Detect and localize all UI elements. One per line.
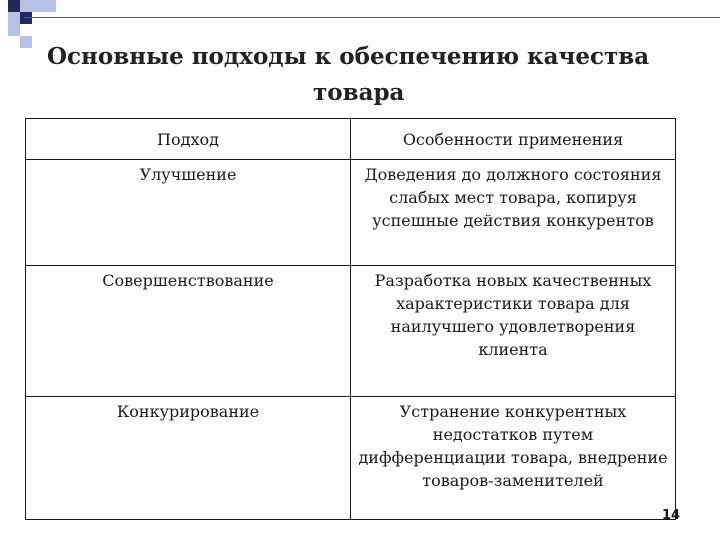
- features-cell: Устранение конкурентных недостатков путем дифференциации товара, внедрение товаров-заменителей: [351, 397, 676, 520]
- square-decoration: [8, 12, 20, 24]
- features-cell: Доведения до должного состояния слабых мест товара, копируя успешные действия конкурентов: [351, 160, 676, 266]
- page-number: 14: [662, 508, 681, 523]
- title-line-2: товара: [313, 79, 405, 106]
- approach-cell: Конкурирование: [26, 397, 351, 520]
- square-decoration: [32, 0, 44, 12]
- approach-cell: Улучшение: [26, 160, 351, 266]
- column-header-features: Особенности применения: [351, 119, 676, 160]
- features-cell: Разработка новых качественных характеристики товара для наилучшего удовлетворения клиента: [351, 266, 676, 397]
- table-row: [26, 160, 676, 266]
- square-decoration: [20, 0, 32, 12]
- square-decoration: [20, 12, 32, 24]
- column-header-approach: Подход: [26, 119, 351, 160]
- square-decoration: [8, 0, 20, 12]
- table-header-row: [26, 119, 676, 160]
- approach-cell: Совершенствование: [26, 266, 351, 397]
- title-line-1: Основные подходы к обеспечению качества: [47, 43, 650, 70]
- square-decoration: [44, 0, 56, 12]
- table-row: [26, 397, 676, 520]
- slide-title: [0, 40, 720, 112]
- header-rule: [24, 17, 720, 18]
- approaches-table: [25, 118, 676, 520]
- square-decoration: [8, 24, 20, 36]
- table-row: [26, 266, 676, 397]
